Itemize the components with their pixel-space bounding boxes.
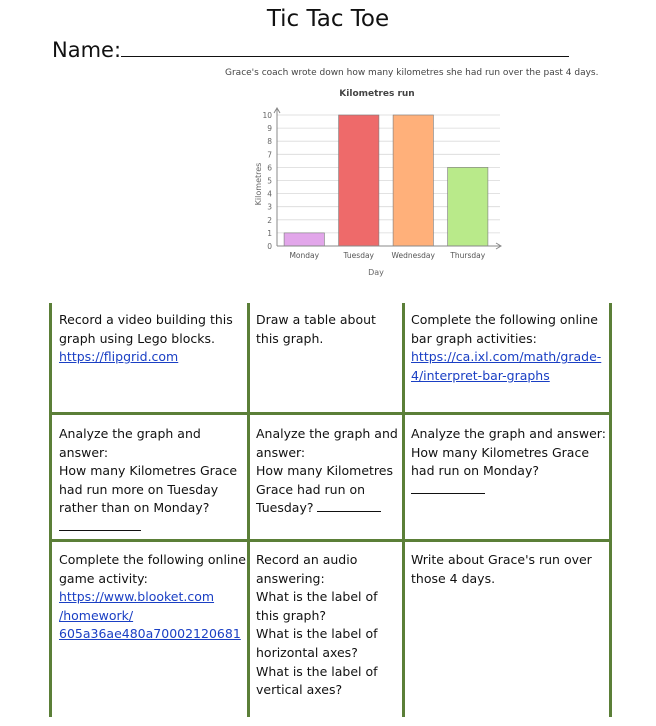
board-cell: Draw a table about this graph.	[256, 312, 376, 346]
ixl-link-continued[interactable]: 4/interpret-bar-graphs	[411, 367, 550, 383]
y-tick-label: 6	[267, 163, 272, 173]
y-tick-label: 1	[267, 228, 272, 238]
blooket-link-continued[interactable]: /homework/	[59, 607, 134, 623]
y-tick-label: 4	[267, 189, 272, 199]
y-tick-label: 3	[267, 202, 272, 212]
name-field[interactable]	[52, 38, 569, 62]
board-cell: Analyze the graph and answer: How many Kilometres Grace had run more on Tuesday rather than on Monday?	[59, 425, 237, 537]
x-tick-label: Tuesday	[343, 251, 375, 260]
flipgrid-link[interactable]: https://flipgrid.com	[59, 349, 179, 365]
grid-line	[402, 303, 405, 717]
grid-line	[247, 303, 250, 717]
grid-line	[49, 303, 52, 717]
chart-caption: Grace's coach wrote down how many kilometres she had run over the past 4 days.	[225, 68, 599, 78]
board-cell: Complete the following online game activity: https://www.blooket.com /homework/ 605a36ae480a70002120681	[59, 552, 246, 642]
name-label: Name:	[52, 38, 122, 62]
y-tick-label: 7	[267, 150, 272, 160]
x-tick-label: Monday	[289, 251, 320, 260]
answer-blank[interactable]	[317, 499, 381, 512]
chart-title: Kilometres run	[339, 89, 415, 99]
bar	[393, 115, 433, 246]
y-axis-label: Kilometres	[254, 162, 263, 206]
y-tick-label: 2	[267, 215, 272, 225]
y-tick-label: 5	[267, 176, 272, 186]
board-cell: Record an audio answering: What is the label of this graph? What is the label of horizontal axes? What is the label of vertical axes?	[256, 552, 378, 698]
board-cell: Record a video building this graph using Lego blocks. https://flipgrid.com	[59, 312, 233, 365]
grid-line	[609, 303, 612, 717]
x-axis-label: Day	[368, 268, 384, 277]
bar	[284, 233, 324, 246]
blooket-link-id[interactable]: 605a36ae480a70002120681	[59, 626, 241, 642]
y-tick-label: 0	[267, 242, 272, 251]
answer-blank[interactable]	[411, 481, 485, 494]
y-tick-label: 10	[262, 111, 272, 120]
tic-tac-toe-board	[50, 303, 612, 717]
name-line	[121, 38, 569, 57]
board-cell: Complete the following online bar graph activities: https://ca.ixl.com/math/grade- 4/interpret-bar-graphs	[411, 312, 602, 383]
y-tick-label: 8	[267, 137, 272, 147]
bar-chart	[215, 62, 615, 287]
ixl-link[interactable]: https://ca.ixl.com/math/grade-	[411, 349, 602, 365]
x-tick-label: Thursday	[450, 251, 486, 260]
bar	[448, 167, 488, 246]
page-title: Tic Tac Toe	[266, 6, 390, 32]
blooket-link[interactable]: https://www.blooket.com	[59, 589, 215, 605]
y-tick-label: 9	[267, 124, 272, 134]
grid-line	[50, 539, 612, 542]
answer-blank[interactable]	[59, 518, 141, 531]
board-cell: Write about Grace's run over those 4 days.	[411, 552, 592, 586]
bar	[339, 115, 379, 246]
board-cell: Analyze the graph and answer: How many Kilometres Grace had run on Monday?	[411, 425, 606, 499]
x-tick-label: Wednesday	[391, 251, 435, 260]
grid-line	[50, 412, 612, 415]
board-cell: Analyze the graph and answer: How many Kilometres Grace had run on Tuesday?	[256, 426, 398, 516]
